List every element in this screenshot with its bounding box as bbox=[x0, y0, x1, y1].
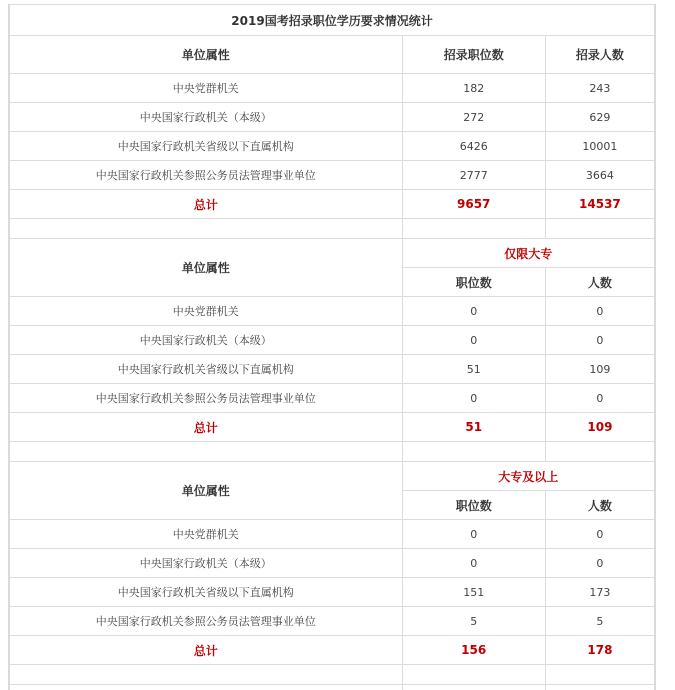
table-row bbox=[10, 297, 655, 326]
table-row bbox=[10, 384, 655, 413]
education-stats-table bbox=[9, 4, 655, 690]
unit-cell: 中央国家行政机关省级以下直属机构 bbox=[10, 132, 403, 161]
spacer-row bbox=[10, 442, 655, 462]
people-cell: 3664 bbox=[545, 161, 654, 190]
header-positions: 招录职位数 bbox=[402, 36, 545, 74]
positions-cell: 0 bbox=[402, 326, 545, 355]
table-row bbox=[10, 578, 655, 607]
people-cell: 173 bbox=[545, 578, 654, 607]
unit-cell: 中央国家行政机关参照公务员法管理事业单位 bbox=[10, 161, 403, 190]
people-cell: 0 bbox=[545, 520, 654, 549]
positions-cell: 0 bbox=[402, 384, 545, 413]
section3-header-row bbox=[10, 462, 655, 491]
positions-cell: 5 bbox=[402, 607, 545, 636]
section2-group-title: 仅限大专 bbox=[402, 239, 654, 268]
table-title: 2019国考招录职位学历要求情况统计 bbox=[10, 5, 655, 36]
total-people: 178 bbox=[545, 636, 654, 665]
people-cell: 243 bbox=[545, 74, 654, 103]
subheader-people: 人数 bbox=[545, 491, 654, 520]
people-cell: 109 bbox=[545, 355, 654, 384]
positions-cell: 182 bbox=[402, 74, 545, 103]
positions-cell: 0 bbox=[402, 549, 545, 578]
total-positions: 9657 bbox=[402, 190, 545, 219]
people-cell: 629 bbox=[545, 103, 654, 132]
section1-header-row bbox=[10, 36, 655, 74]
positions-cell: 151 bbox=[402, 578, 545, 607]
total-people: 109 bbox=[545, 413, 654, 442]
table-title-row bbox=[10, 5, 655, 36]
table-row bbox=[10, 607, 655, 636]
subheader-positions: 职位数 bbox=[402, 491, 545, 520]
total-row bbox=[10, 636, 655, 665]
header-people: 招录人数 bbox=[545, 36, 654, 74]
subheader-people: 人数 bbox=[545, 268, 654, 297]
positions-cell: 0 bbox=[402, 297, 545, 326]
unit-cell: 中央国家行政机关省级以下直属机构 bbox=[10, 355, 403, 384]
header-unit: 单位属性 bbox=[10, 36, 403, 74]
positions-cell: 2777 bbox=[402, 161, 545, 190]
spacer-row bbox=[10, 219, 655, 239]
unit-cell: 中央党群机关 bbox=[10, 297, 403, 326]
positions-cell: 272 bbox=[402, 103, 545, 132]
table-row bbox=[10, 549, 655, 578]
people-cell: 10001 bbox=[545, 132, 654, 161]
total-people: 14537 bbox=[545, 190, 654, 219]
total-label: 总计 bbox=[10, 190, 403, 219]
total-row bbox=[10, 190, 655, 219]
total-row bbox=[10, 413, 655, 442]
section3-unit-header: 单位属性 bbox=[10, 462, 403, 520]
table-row bbox=[10, 520, 655, 549]
table-row bbox=[10, 132, 655, 161]
section2-header-row bbox=[10, 239, 655, 268]
unit-cell: 中央党群机关 bbox=[10, 74, 403, 103]
unit-cell: 中央国家行政机关参照公务员法管理事业单位 bbox=[10, 607, 403, 636]
unit-cell: 中央国家行政机关（本级） bbox=[10, 103, 403, 132]
unit-cell: 中央国家行政机关参照公务员法管理事业单位 bbox=[10, 384, 403, 413]
people-cell: 0 bbox=[545, 384, 654, 413]
total-positions: 156 bbox=[402, 636, 545, 665]
unit-cell: 中央国家行政机关省级以下直属机构 bbox=[10, 578, 403, 607]
positions-cell: 0 bbox=[402, 520, 545, 549]
people-cell: 0 bbox=[545, 326, 654, 355]
section3-group-title: 大专及以上 bbox=[402, 462, 654, 491]
people-cell: 5 bbox=[545, 607, 654, 636]
unit-cell: 中央党群机关 bbox=[10, 520, 403, 549]
positions-cell: 6426 bbox=[402, 132, 545, 161]
table-row bbox=[10, 355, 655, 384]
subheader-positions: 职位数 bbox=[402, 268, 545, 297]
spacer-row bbox=[10, 685, 655, 690]
table-row bbox=[10, 74, 655, 103]
spacer-row bbox=[10, 665, 655, 685]
people-cell: 0 bbox=[545, 549, 654, 578]
table-row bbox=[10, 103, 655, 132]
positions-cell: 51 bbox=[402, 355, 545, 384]
table-row bbox=[10, 326, 655, 355]
total-positions: 51 bbox=[402, 413, 545, 442]
table-row bbox=[10, 161, 655, 190]
total-label: 总计 bbox=[10, 413, 403, 442]
unit-cell: 中央国家行政机关（本级） bbox=[10, 326, 403, 355]
people-cell: 0 bbox=[545, 297, 654, 326]
unit-cell: 中央国家行政机关（本级） bbox=[10, 549, 403, 578]
total-label: 总计 bbox=[10, 636, 403, 665]
stats-table-container bbox=[8, 4, 656, 690]
section2-unit-header: 单位属性 bbox=[10, 239, 403, 297]
